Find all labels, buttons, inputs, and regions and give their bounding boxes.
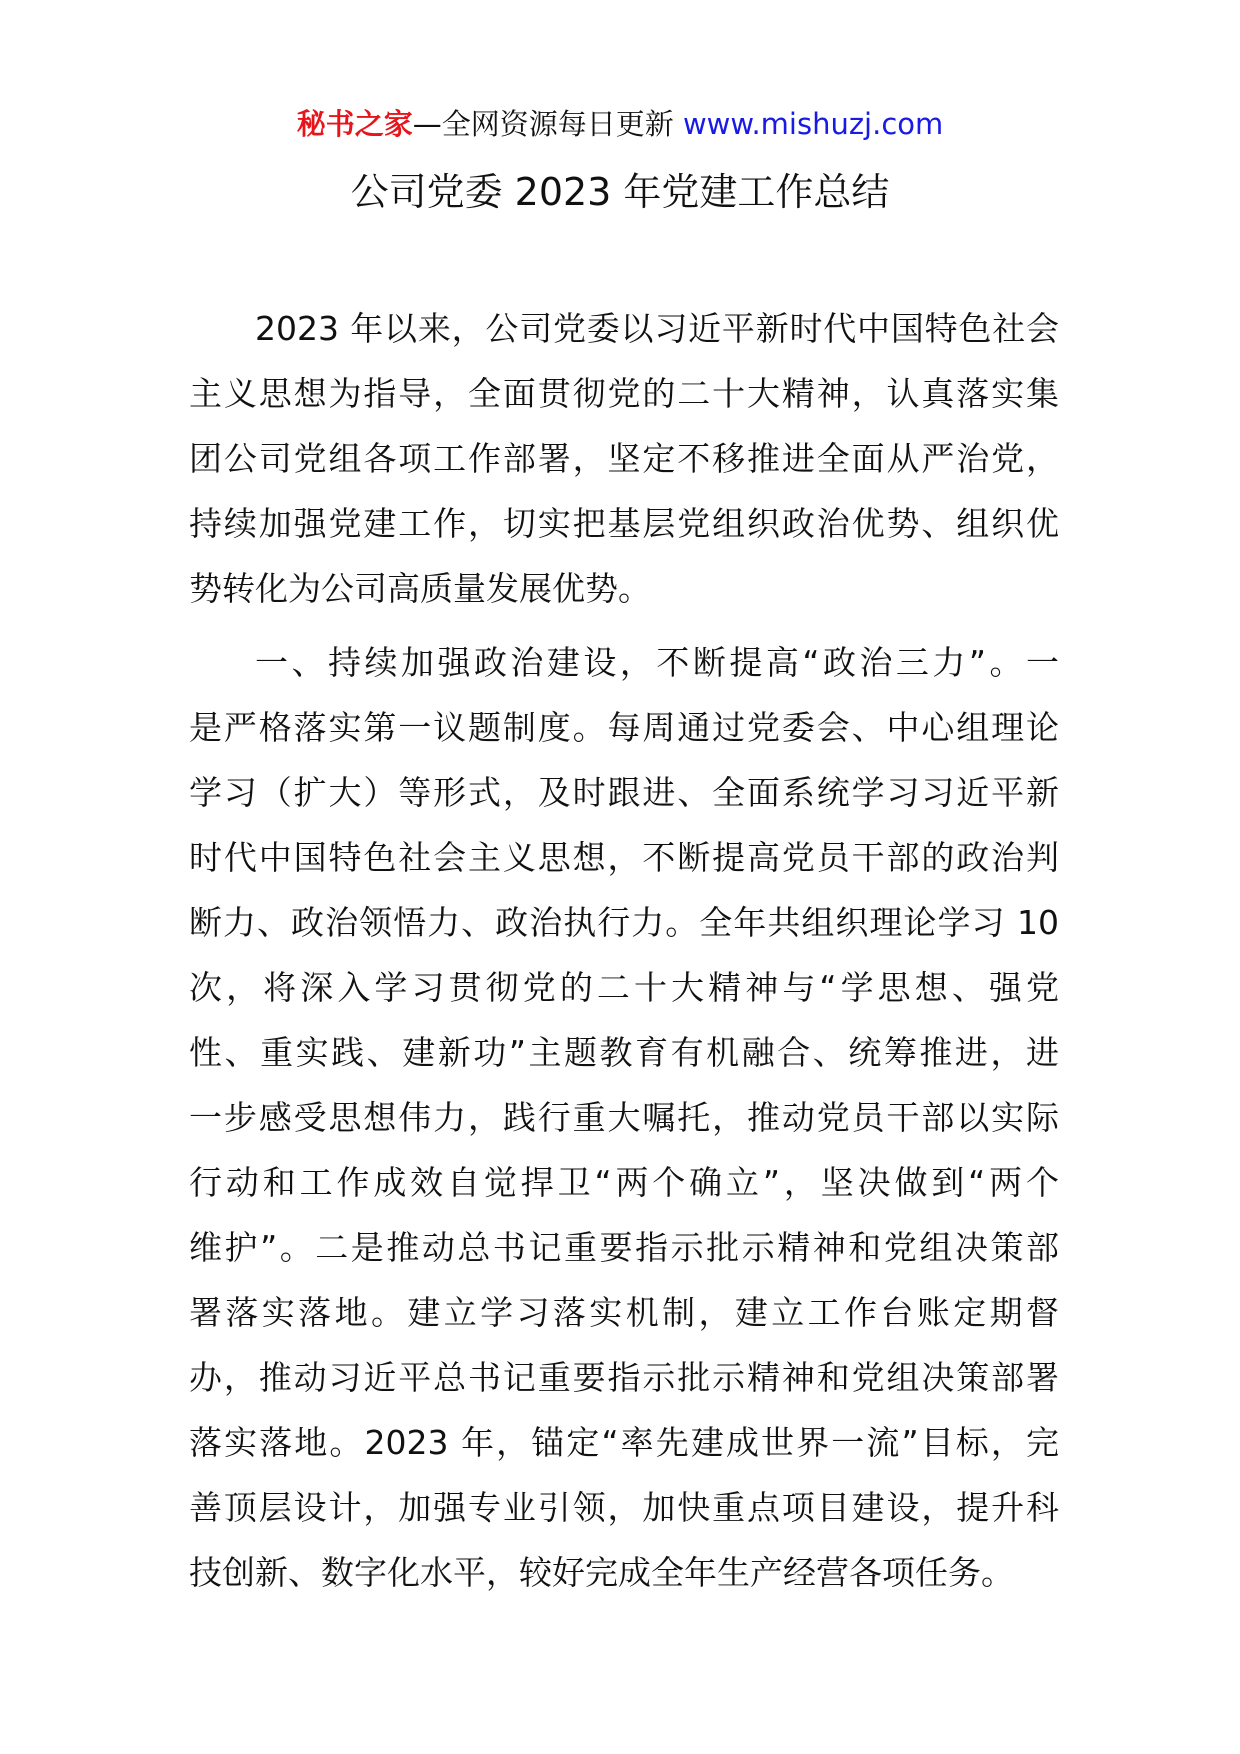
text-line: 次，将深入学习贯彻党的二十大精神与“学思想、强党 [189,968,1059,1007]
text-line: 一步感受思想伟力，践行重大嘱托，推动党员干部以实际 [189,1098,1059,1137]
text-line: 落实落地。2023 年，锚定“率先建成世界一流”目标，完 [189,1423,1059,1462]
text-line: 维护”。二是推动总书记重要指示批示精神和党组决策部 [189,1228,1059,1267]
banner-slogan: —全网资源每日更新 [412,107,683,141]
text-line: 技创新、数字化水平，较好完成全年生产经营各项任务。 [189,1553,1014,1592]
text-line: 是严格落实第一议题制度。每周通过党委会、中心组理论 [189,708,1059,747]
text-line: 一、持续加强政治建设，不断提高“政治三力”。一 [255,643,1059,682]
paragraph-intro [189,296,1059,621]
paragraph-section-one [189,630,1059,1605]
text-line: 时代中国特色社会主义思想，不断提高党员干部的政治判 [189,838,1059,877]
text-line: 断力、政治领悟力、政治执行力。全年共组织理论学习 10 [189,903,1059,942]
text-line: 2023 年以来，公司党委以习近平新时代中国特色社会 [255,309,1059,348]
text-line: 办，推动习近平总书记重要指示批示精神和党组决策部署 [189,1358,1059,1397]
document-body [189,296,1059,1614]
text-line: 主义思想为指导，全面贯彻党的二十大精神，认真落实集 [189,374,1059,413]
document-title: 公司党委 2023 年党建工作总结 [350,170,890,214]
text-line: 持续加强党建工作，切实把基层党组织政治优势、组织优 [189,504,1059,543]
text-line: 势转化为公司高质量发展优势。 [189,569,651,608]
text-line: 善顶层设计，加强专业引领，加快重点项目建设，提升科 [189,1488,1059,1527]
site-url-link[interactable]: www.mishuzj.com [682,107,944,141]
site-banner [0,104,1240,144]
text-line: 行动和工作成效自觉捍卫“两个确立”，坚决做到“两个 [189,1163,1059,1202]
text-line: 团公司党组各项工作部署，坚定不移推进全面从严治党， [189,439,1059,478]
text-line: 署落实落地。建立学习落实机制，建立工作台账定期督 [189,1293,1059,1332]
brand-name: 秘书之家 [296,107,413,141]
text-line: 性、重实践、建新功”主题教育有机融合、统筹推进，进 [189,1033,1059,1072]
text-line: 学习（扩大）等形式，及时跟进、全面系统学习习近平新 [189,773,1059,812]
